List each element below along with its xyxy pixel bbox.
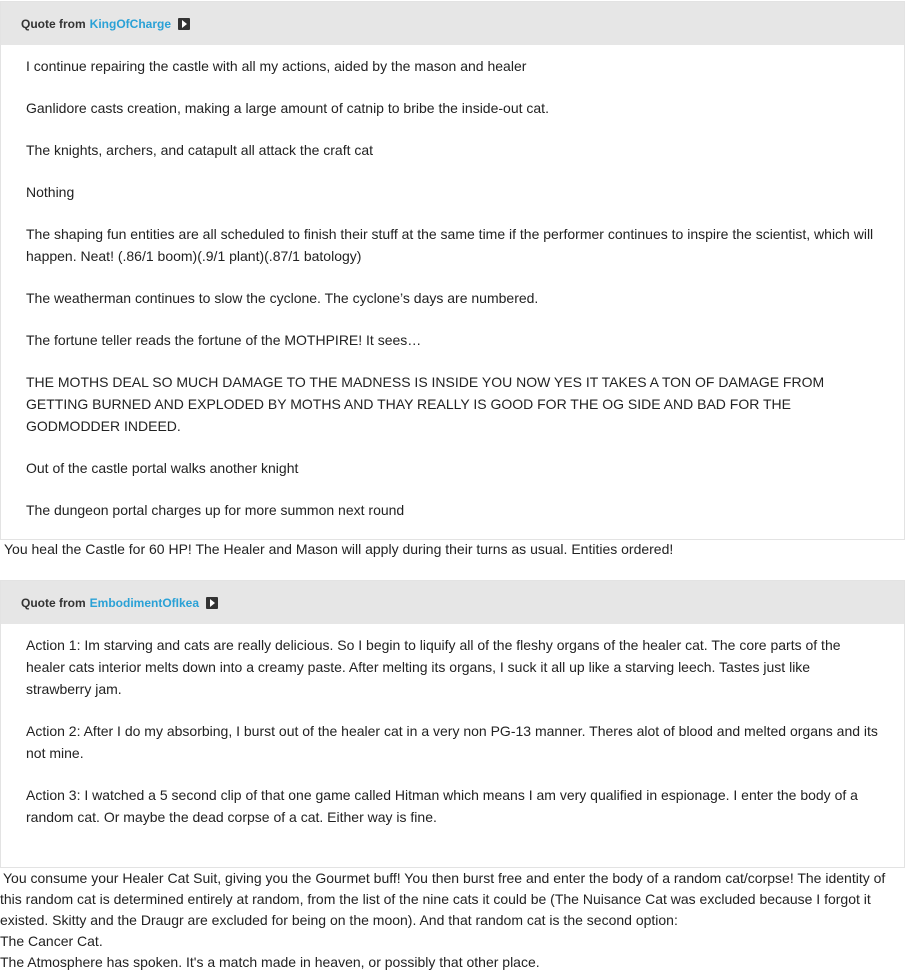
quote-line: THE MOTHS DEAL SO MUCH DAMAGE TO THE MADNESS IS INSIDE YOU NOW YES IT TAKES A TON OF DAMAGE FROM GETTING BURNED AND EXPLODED BY MOTHS AND THAY REALLY IS GOOD FOR THE OG SIDE AND BAD FOR THE GODMODDER INDEED. (26, 374, 825, 434)
quote-line-visible: Nothing (26, 184, 75, 200)
quote-body (1, 55, 904, 521)
quote-line: I continue repairing the castle with all my actions, aided by the mason and healer (26, 58, 527, 74)
quote-line: Out of the castle portal walks another knight (26, 460, 299, 476)
quote-line: Action 3: I watched a 5 second clip of that one game called Hitman which means I am very qualified in espionage. I enter the body of a random cat. Or maybe the dead corpse of a cat. Either way is fine. (26, 787, 858, 825)
quote-line: Action 1: Im starving and cats are really delicious. So I begin to liquify all of the fleshy organs of the healer cat. The core parts of the healer cats interior melts down into a creamy paste. After melting its organs, I suck it all up like a starving leech. Tastes just like strawberry jam. (26, 637, 841, 697)
quote-line (26, 181, 879, 203)
reply-paragraph: You heal the Castle for 60 HP! The Healer and Mason will apply during their turns as usual. Entities ordered! (4, 541, 674, 557)
hidden-text: also attacks the craft cat (78, 184, 230, 200)
reply-paragraph: The Atmosphere has spoken. It's a match made in heaven, or possibly that other place. (0, 954, 540, 970)
reply-paragraph: You consume your Healer Cat Suit, giving you the Gourmet buff! You then burst free and enter the body of a random cat/corpse! The identity of this random cat is determined entirely at random, from the list of the nine cats it could be (The Nuisance Cat was excluded because I forgot it existed. Skitty and the Draugr are excluded for being on the moon). And that random cat is the second option: (0, 870, 886, 928)
quote-line: Ganlidore casts creation, making a large amount of catnip to bribe the inside-out cat. (26, 100, 549, 116)
quote-header (1, 2, 904, 45)
reply-text-1 (0, 539, 907, 560)
quote-line: The shaping fun entities are all scheduled to finish their stuff at the same time if the performer continues to inspire the scientist, which will happen. Neat! (.86/1 boom)(.9/1 plant)(.87/1 batology) (26, 226, 874, 264)
quote-block-2 (0, 580, 905, 868)
quote-body (1, 634, 904, 828)
quote-author-link[interactable]: EmbodimentOfIkea (89, 595, 200, 610)
quote-line: The fortune teller reads the fortune of the MOTHPIRE! It sees… (26, 332, 422, 348)
quote-from-label: Quote from (21, 16, 86, 31)
quote-block-1 (0, 1, 905, 540)
quote-header (1, 581, 904, 624)
quote-from-label: Quote from (21, 595, 86, 610)
reply-text-2 (0, 868, 907, 973)
quote-line: The dungeon portal charges up for more summon next round (26, 502, 405, 518)
go-to-post-icon[interactable] (178, 18, 190, 30)
quote-line: The knights, archers, and catapult all attack the craft cat (26, 142, 374, 158)
reply-paragraph: The Cancer Cat. (0, 933, 103, 949)
quote-author-link[interactable]: KingOfCharge (89, 16, 172, 31)
quote-line: The weatherman continues to slow the cyclone. The cyclone’s days are numbered. (26, 290, 539, 306)
go-to-post-icon[interactable] (206, 597, 218, 609)
quote-line: Action 2: After I do my absorbing, I burst out of the healer cat in a very non PG-13 manner. Theres alot of blood and melted organs and its not mine. (26, 723, 878, 761)
